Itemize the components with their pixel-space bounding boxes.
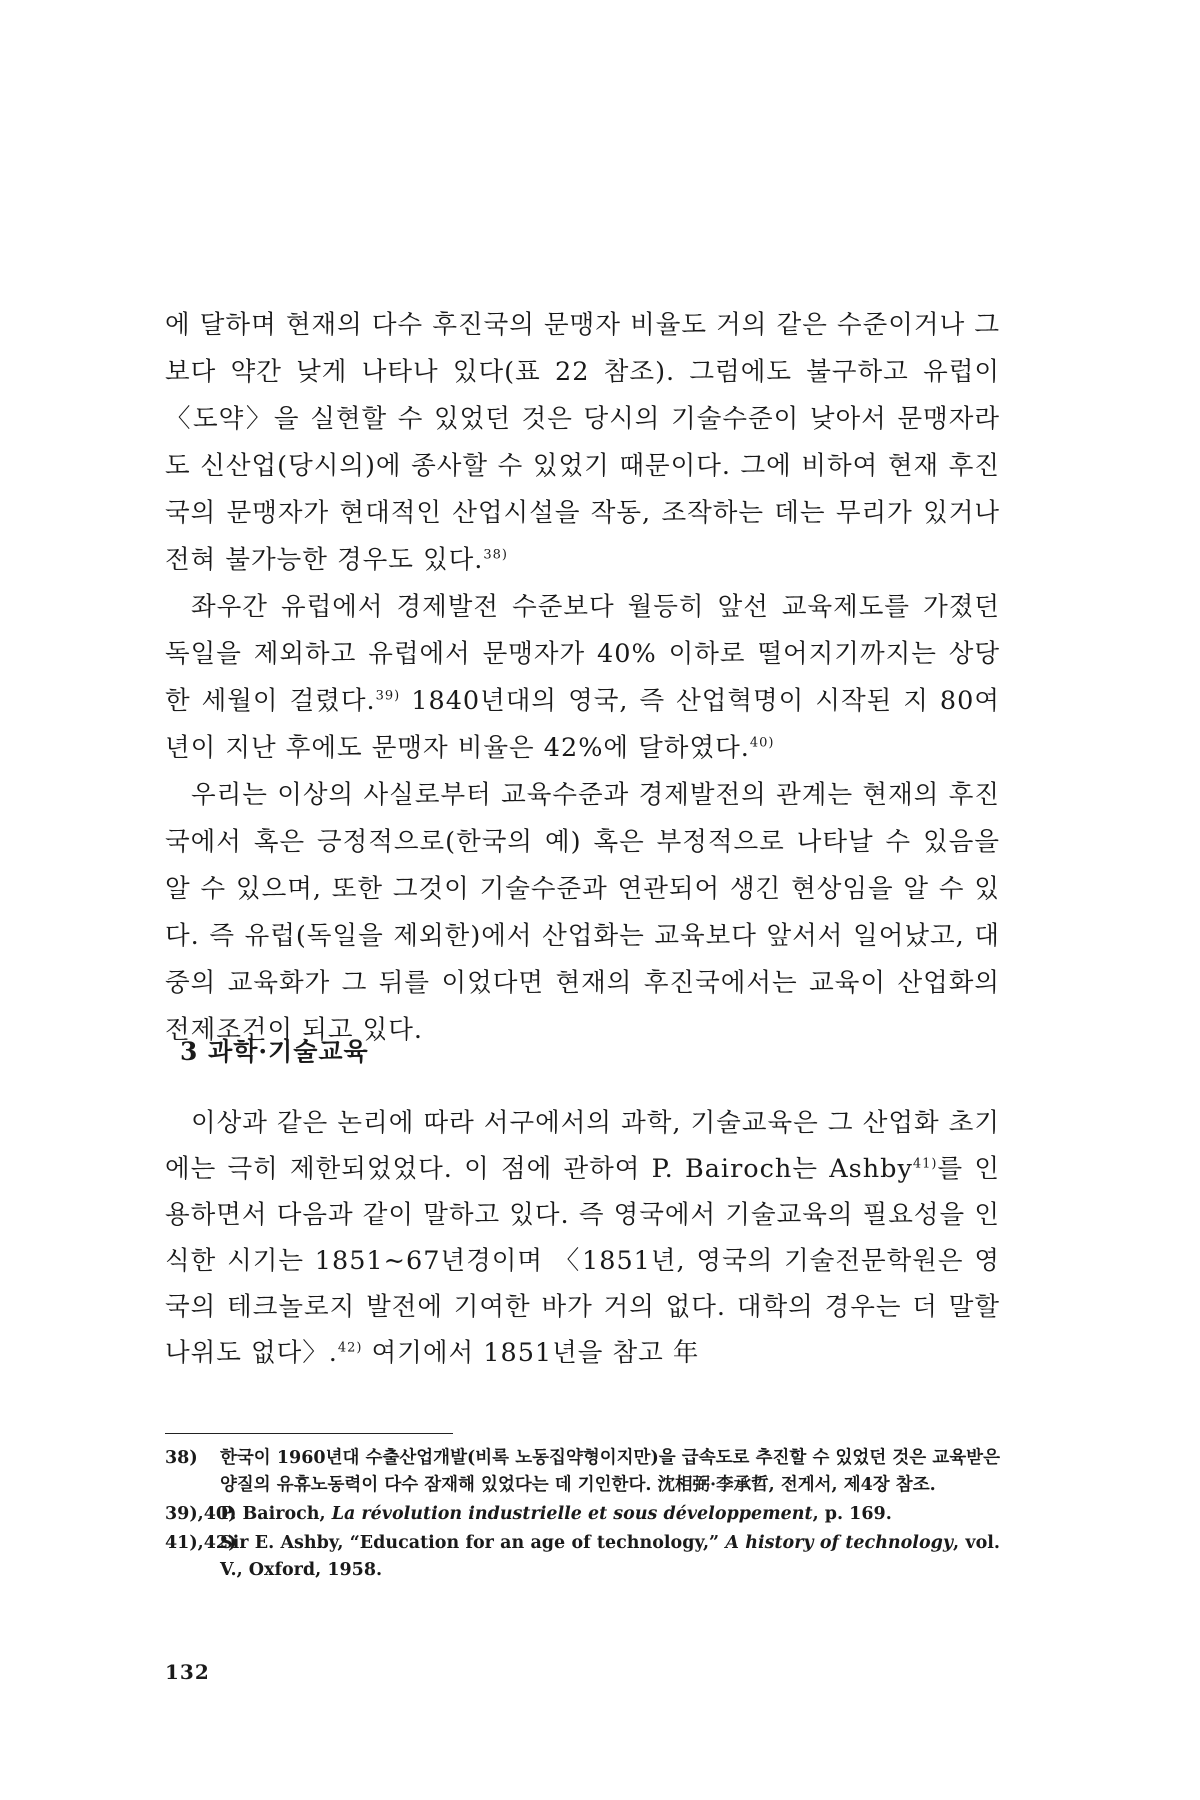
section-text-block bbox=[165, 1100, 1000, 1376]
footnote-ref-38: 38) bbox=[483, 547, 509, 563]
footnote-41-42 bbox=[165, 1530, 1000, 1584]
footnote-author: Sir E. Ashby, “Education for an age of technology,” bbox=[220, 1533, 726, 1553]
section-heading: 3 과학·기술교육 bbox=[180, 1037, 369, 1066]
paragraph-2-text-a: 좌우간 유럽에서 경제발전 수준보다 월등히 앞선 교육제도를 가졌던 독일을 제외하고 유럽에서 문맹자가 40% 이하로 떨어지기까지는 상당한 세월이 걸렸다. bbox=[165, 592, 1000, 716]
footnote-ref-42: 42) bbox=[337, 1340, 363, 1356]
page-number: 132 bbox=[165, 1660, 210, 1684]
paragraph-3-text: 우리는 이상의 사실로부터 교육수준과 경제발전의 관계는 현재의 후진국에서 혹은 긍정적으로(한국의 예) 혹은 부정적으로 나타날 수 있음을 알 수 있으며, 또한 그것이 기술수준과 연관되어 생긴 현상임을 알 수 있다. 즉 유럽(독일을 제외한)에서 산업화는 교육보다 앞서서 일어났고, 대중의 교육화가 그 뒤를 이었다면 현재의 후진국에서는 교육이 산업화의 전제조건이 되고 있다. bbox=[165, 780, 1000, 1045]
footnote-author: P. Bairoch, bbox=[220, 1504, 332, 1524]
paragraph-4-text-a: 이상과 같은 논리에 따라 서구에서의 과학, 기술교육은 그 산업화 초기에는 극히 제한되었었다. 이 점에 관하여 P. Bairoch는 Ashby bbox=[165, 1108, 1000, 1184]
footnote-publication: , vol. V., Oxford, 1958. bbox=[220, 1533, 1000, 1580]
footnote-text bbox=[220, 1501, 1000, 1528]
paragraph-4 bbox=[165, 1100, 1000, 1376]
footnote-title: La révolution industrielle et sous développement bbox=[331, 1504, 813, 1524]
footnote-ref-41: 41) bbox=[912, 1156, 938, 1172]
main-text-block bbox=[165, 302, 1000, 1054]
footnote-ref-40: 40) bbox=[749, 735, 775, 751]
footnote-ref-39: 39) bbox=[375, 688, 401, 704]
paragraph-4-text-c: 여기에서 1851년을 참고 年 bbox=[362, 1338, 700, 1368]
footnotes bbox=[165, 1445, 1000, 1586]
paragraph-2-text-b: 1840년대의 영국, 즉 산업혁명이 시작된 지 80여년이 지난 후에도 문맹자 비율은 42%에 달하였다. bbox=[165, 686, 1000, 763]
footnote-number: 38) bbox=[165, 1448, 198, 1468]
footnote-number: 39),40) bbox=[165, 1504, 237, 1524]
paragraph-3 bbox=[165, 772, 1000, 1054]
footnote-divider bbox=[165, 1433, 453, 1434]
footnote-page: , p. 169. bbox=[812, 1504, 892, 1524]
footnote-38 bbox=[165, 1445, 1000, 1499]
paragraph-1 bbox=[165, 302, 1000, 584]
paragraph-1-text: 에 달하며 현재의 다수 후진국의 문맹자 비율도 거의 같은 수준이거나 그보다 약간 낮게 나타나 있다(표 22 참조). 그럼에도 불구하고 유럽이 〈도약〉을 실현할 수 있었던 것은 당시의 기술수준이 낮아서 문맹자라도 신산업(당시의)에 종사할 수 있었기 때문이다. 그에 비하여 현재 후진국의 문맹자가 현대적인 산업시설을 작동, 조작하는 데는 무리가 있거나 전혀 불가능한 경우도 있다. bbox=[165, 310, 1000, 575]
footnote-title: A history of technology bbox=[725, 1533, 954, 1553]
footnote-39-40 bbox=[165, 1501, 1000, 1528]
paragraph-2 bbox=[165, 584, 1000, 772]
footnote-text: 한국이 1960년대 수출산업개발(비록 노동집약형이지만)을 급속도로 추진할 수 있었던 것은 교육받은 양질의 유휴노동력이 다수 잠재해 있었다는 데 기인한다. 沈相弼·李承哲, 전게서, 제4장 참조. bbox=[220, 1448, 1000, 1495]
paragraph-4-text-b: 를 인용하면서 다음과 같이 말하고 있다. 즉 영국에서 기술교육의 필요성을 인식한 시기는 1851∼67년경이며 〈1851년, 영국의 기술전문학원은 영국의 테크놀로지 발전에 기여한 바가 거의 없다. 대학의 경우는 더 말할 나위도 없다〉. bbox=[165, 1154, 1001, 1368]
footnote-number: 41),42) bbox=[165, 1533, 237, 1553]
footnote-text bbox=[220, 1530, 1000, 1584]
